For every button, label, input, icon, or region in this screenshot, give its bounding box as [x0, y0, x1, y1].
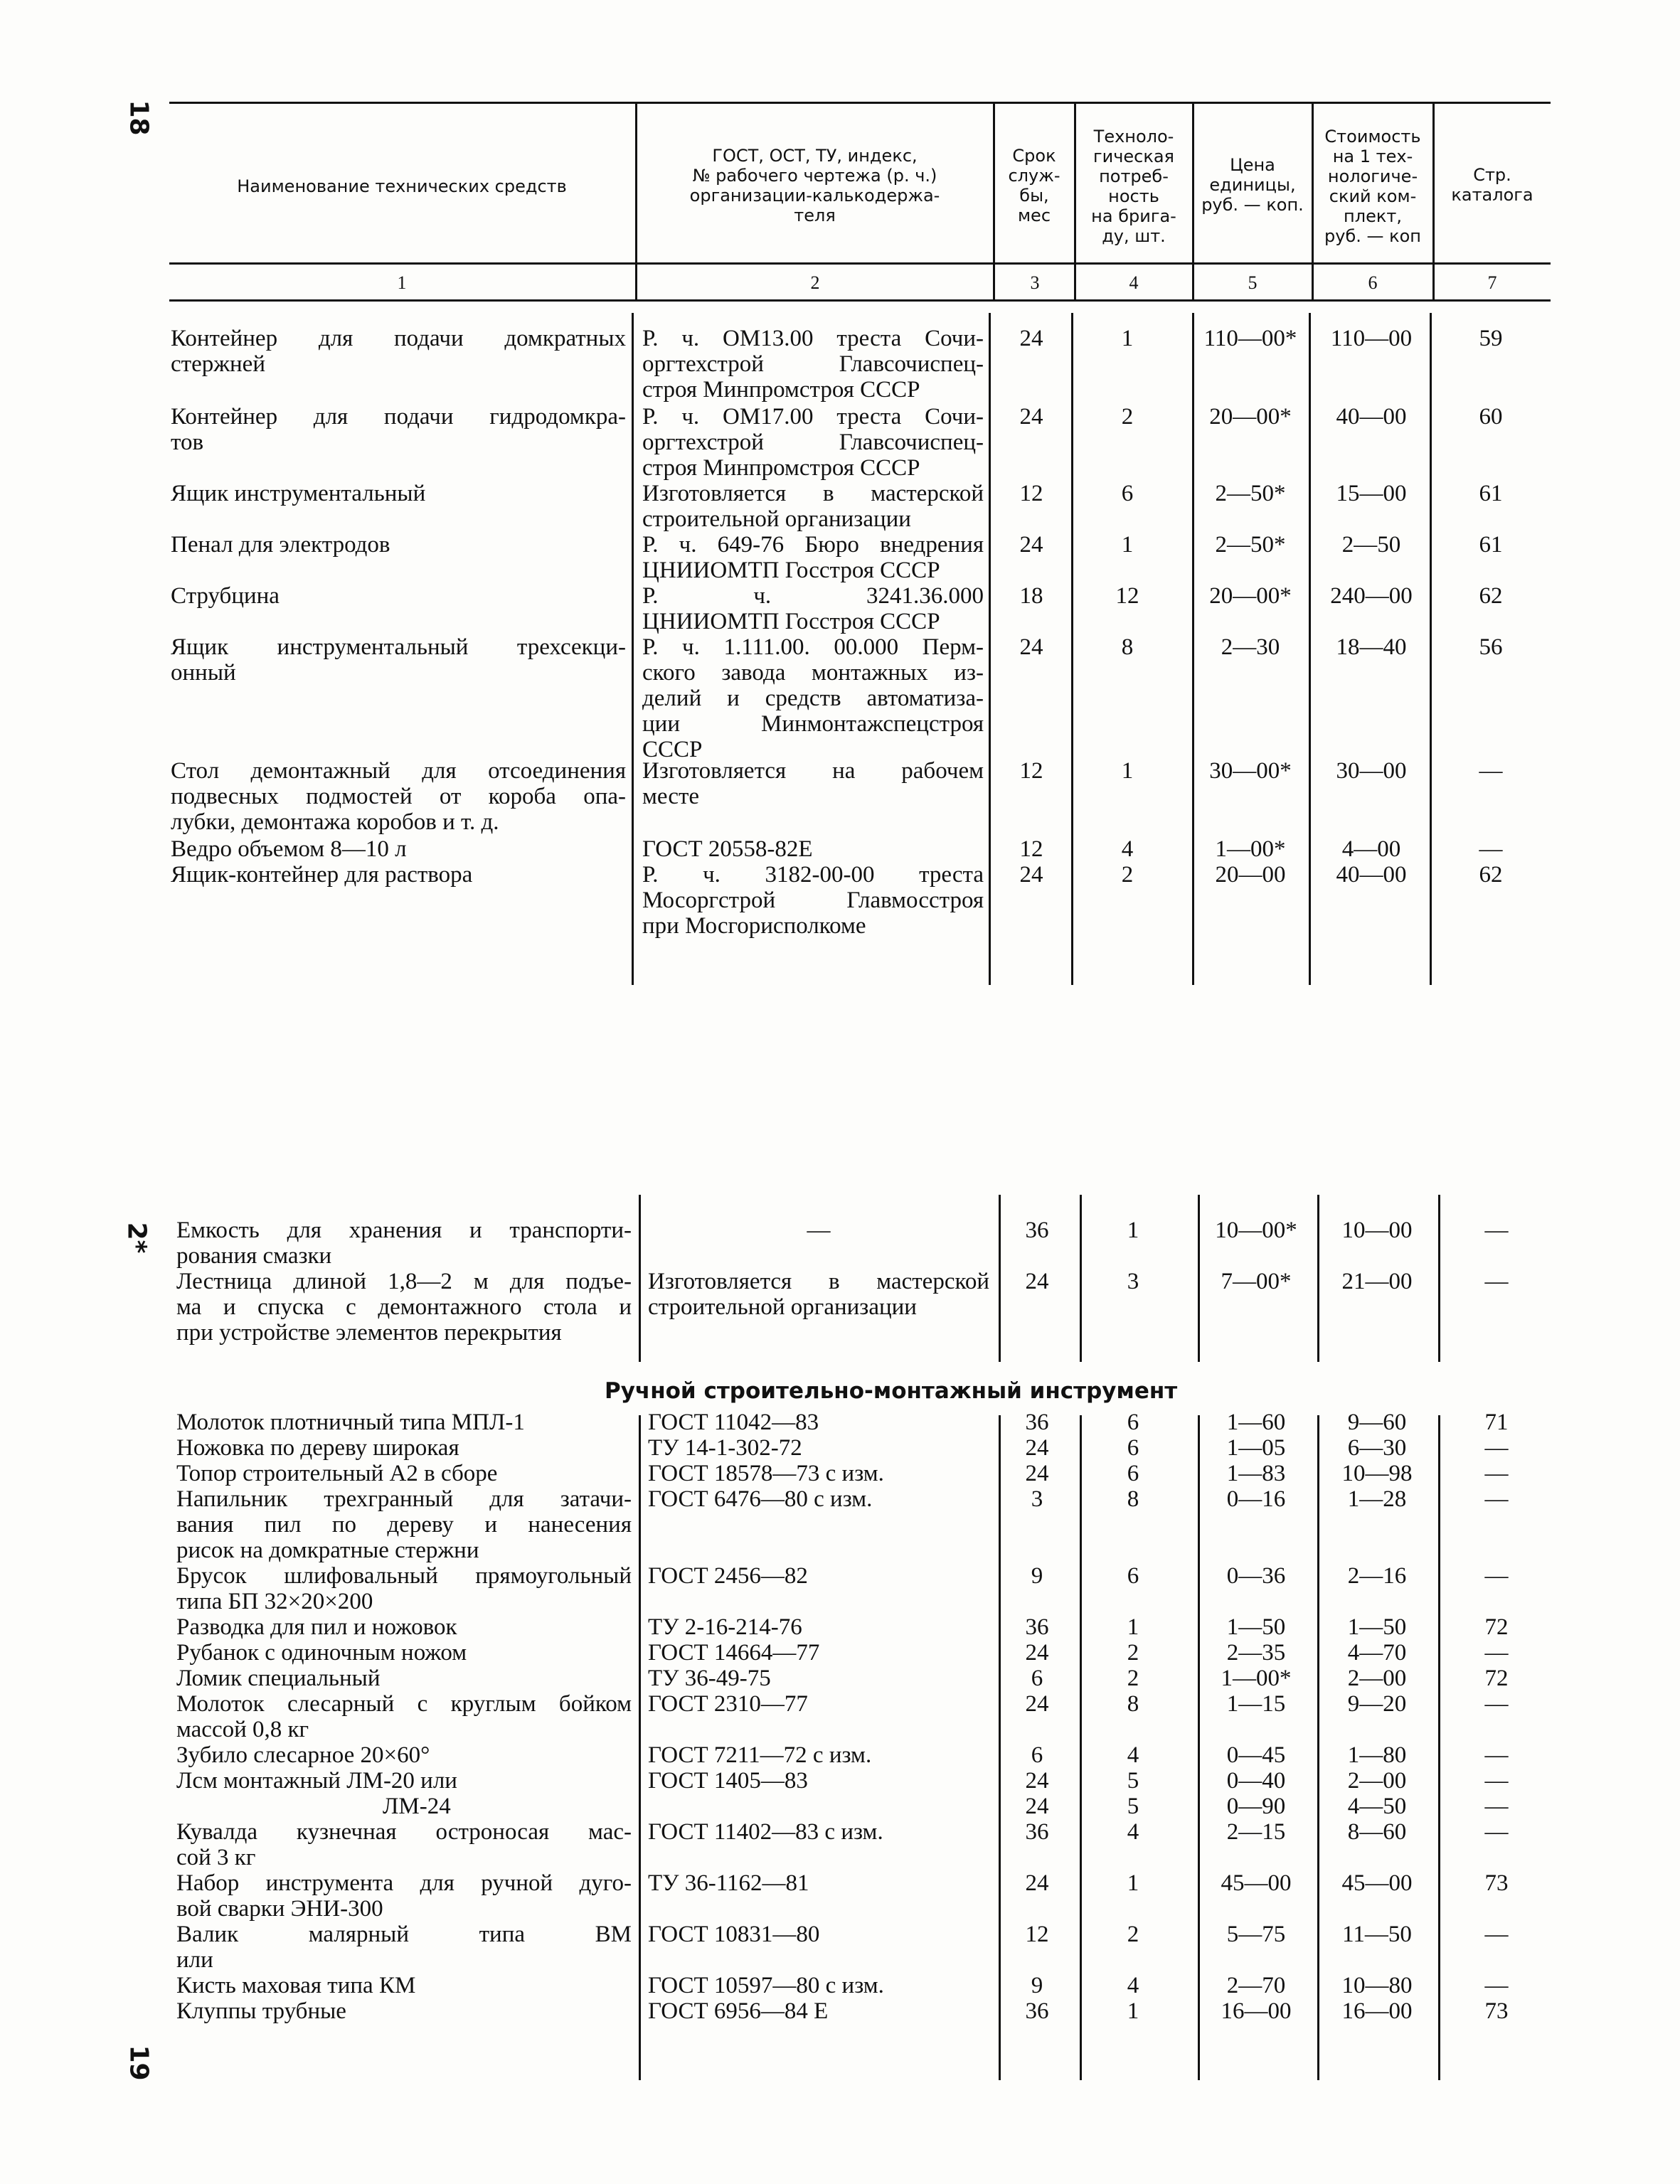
kit-cost: 8—60	[1347, 1819, 1407, 1845]
quantity-per-team: 4	[1121, 836, 1134, 862]
unit-price: 20—00*	[1209, 583, 1292, 609]
kit-cost: 18—40	[1336, 634, 1407, 660]
item-standard-line: ГОСТ 2310—77	[648, 1691, 808, 1717]
kit-cost: 10—80	[1341, 1973, 1413, 1998]
unit-price: 1—50	[1226, 1614, 1286, 1640]
quantity-per-team: 6	[1127, 1461, 1139, 1486]
kit-cost: 10—00	[1341, 1218, 1413, 1243]
catalog-page: 59	[1479, 326, 1503, 351]
item-standard-line: при Мосгорисполкоме	[642, 913, 866, 939]
body-divider	[999, 1415, 1001, 2080]
kit-cost: 4—70	[1347, 1640, 1407, 1666]
catalog-page: —	[1484, 1691, 1509, 1717]
header-col3: Срок служ- бы, мес	[1008, 146, 1060, 225]
catalog-page: —	[1484, 1922, 1509, 1947]
item-name-line: Контейнер для подачи домкратных	[171, 326, 626, 351]
kit-cost: 30—00	[1336, 758, 1407, 784]
kit-cost: 40—00	[1336, 404, 1407, 430]
quantity-per-team: 12	[1115, 583, 1139, 609]
service-life: 12	[1019, 481, 1043, 506]
service-life: 24	[1019, 862, 1043, 888]
catalog-page: 73	[1484, 1870, 1509, 1896]
service-life: 36	[1025, 1998, 1049, 2024]
service-life: 3	[1031, 1486, 1043, 1512]
item-name-line: Топор строительный А2 в сборе	[176, 1461, 498, 1486]
item-standard-line: ЦНИИОМТП Госстроя СССР	[642, 609, 940, 634]
item-name-line: Ящик-контейнер для раствора	[171, 862, 473, 888]
item-standard-line: Р. ч. 649-76 Бюро внедрения	[642, 532, 984, 558]
item-standard-line: ГОСТ 1405—83	[648, 1768, 808, 1794]
service-life: 6	[1031, 1742, 1043, 1768]
item-standard-line: делий и средств автоматиза-	[642, 686, 984, 711]
quantity-per-team: 4	[1127, 1819, 1139, 1845]
item-name-line: Валик малярный типа ВМ	[176, 1922, 632, 1947]
unit-price: 1—00*	[1221, 1666, 1292, 1691]
unit-price: 45—00	[1221, 1870, 1292, 1896]
item-name-line: Напильник трехгранный для затачи-	[176, 1486, 632, 1512]
kit-cost: 4—00	[1341, 836, 1401, 862]
catalog-page: —	[1479, 836, 1503, 862]
header-divider	[1192, 102, 1194, 299]
service-life: 24	[1025, 1435, 1049, 1461]
item-name-line: тов	[171, 430, 204, 455]
quantity-per-team: 3	[1127, 1269, 1139, 1294]
body-divider	[639, 1415, 641, 2080]
item-name-line: рисок на домкратные стержни	[176, 1538, 479, 1563]
service-life: 24	[1025, 1461, 1049, 1486]
item-name-line: рования смазки	[176, 1243, 332, 1269]
unit-price: 16—00	[1221, 1998, 1292, 2024]
service-life: 9	[1031, 1563, 1043, 1589]
item-name-line: Молоток слесарный с круглым бойком	[176, 1691, 632, 1717]
quantity-per-team: 6	[1121, 481, 1134, 506]
colnum-7: 7	[1487, 272, 1497, 293]
service-life: 24	[1025, 1794, 1049, 1819]
header-bottom-rule	[169, 262, 1551, 265]
body-divider	[632, 313, 634, 985]
item-name-line: Кувалда кузнечная остроносая мас-	[176, 1819, 632, 1845]
item-standard-line: оргтехстрой Главсочиспец-	[642, 351, 984, 377]
service-life: 12	[1019, 836, 1043, 862]
item-name-line: Ножовка по дереву широкая	[176, 1435, 459, 1461]
unit-price: 20—00*	[1209, 404, 1292, 430]
unit-price: 2—35	[1226, 1640, 1286, 1666]
kit-cost: 6—30	[1347, 1435, 1407, 1461]
service-life: 12	[1025, 1922, 1049, 1947]
item-name-line: Пенал для электродов	[171, 532, 390, 558]
header-col6: Стоимость на 1 тех- нологиче- ский ком- плект, руб. — коп	[1324, 127, 1421, 246]
quantity-per-team: 1	[1121, 326, 1134, 351]
service-life: 6	[1031, 1666, 1043, 1691]
item-standard-line: ТУ 14-1-302-72	[648, 1435, 802, 1461]
item-standard-line: оргтехстрой Главсочиспец-	[642, 430, 984, 455]
quantity-per-team: 5	[1127, 1768, 1139, 1794]
item-standard-line: ского завода монтажных из-	[642, 660, 984, 686]
catalog-page: 56	[1479, 634, 1503, 660]
service-life: 24	[1019, 404, 1043, 430]
unit-price: 2—50*	[1215, 481, 1286, 506]
service-life: 24	[1025, 1768, 1049, 1794]
kit-cost: 1—50	[1347, 1614, 1407, 1640]
unit-price: 2—70	[1226, 1973, 1286, 1998]
catalog-page: —	[1484, 1435, 1509, 1461]
catalog-page: 61	[1479, 481, 1503, 506]
item-name-line: Рубанок с одиночным ножом	[176, 1640, 467, 1666]
item-name-line: Ломик специальный	[176, 1666, 381, 1691]
catalog-page: 61	[1479, 532, 1503, 558]
unit-price: 30—00*	[1209, 758, 1292, 784]
item-standard-line: Изготовляется в мастерской	[642, 481, 984, 506]
number-row-rule	[169, 299, 1551, 302]
unit-price: 5—75	[1226, 1922, 1286, 1947]
item-name-line: стержней	[171, 351, 265, 377]
catalog-page: —	[1484, 1218, 1509, 1243]
quantity-per-team: 1	[1127, 1614, 1139, 1640]
item-standard-line: ГОСТ 6476—80 с изм.	[648, 1486, 873, 1512]
unit-price: 1—00*	[1215, 836, 1286, 862]
colnum-4: 4	[1129, 272, 1139, 293]
signature-mark: 2*	[122, 1222, 151, 1254]
unit-price: 1—60	[1226, 1410, 1286, 1435]
quantity-per-team: 8	[1127, 1691, 1139, 1717]
unit-price: 10—00*	[1215, 1218, 1297, 1243]
kit-cost: 45—00	[1341, 1870, 1413, 1896]
kit-cost: 110—00	[1330, 326, 1413, 351]
unit-price: 110—00*	[1203, 326, 1297, 351]
item-name-line: Брусок шлифовальный прямоугольный	[176, 1563, 632, 1589]
service-life: 18	[1019, 583, 1043, 609]
unit-price: 1—15	[1226, 1691, 1286, 1717]
catalog-page: 62	[1479, 862, 1503, 888]
catalog-page: —	[1484, 1819, 1509, 1845]
kit-cost: 2—00	[1347, 1768, 1407, 1794]
quantity-per-team: 5	[1127, 1794, 1139, 1819]
kit-cost: 1—80	[1347, 1742, 1407, 1768]
header-col7: Стр. каталога	[1451, 165, 1533, 205]
header-col1: Наименование технических средств	[237, 176, 567, 196]
item-standard-line: ГОСТ 6956—84 Е	[648, 1998, 829, 2024]
catalog-page: —	[1484, 1768, 1509, 1794]
body-divider	[989, 313, 991, 985]
quantity-per-team: 2	[1127, 1640, 1139, 1666]
service-life: 9	[1031, 1973, 1043, 1998]
kit-cost: 1—28	[1347, 1486, 1407, 1512]
header-divider	[1074, 102, 1076, 299]
item-name-line: массой 0,8 кг	[176, 1717, 309, 1742]
page-number-top: 18	[124, 100, 154, 136]
header-divider	[1432, 102, 1435, 299]
item-standard-line: Изготовляется на рабочем	[642, 758, 984, 784]
kit-cost: 2—16	[1347, 1563, 1407, 1589]
header-col4: Техноло- гическая потреб- ность на брига- ду, шт.	[1091, 127, 1176, 246]
item-name-line: Лестница длиной 1,8—2 м для подъе-	[176, 1269, 632, 1294]
colnum-5: 5	[1248, 272, 1258, 293]
item-name-line: Ящик инструментальный	[171, 481, 426, 506]
item-standard-line: ТУ 36-49-75	[648, 1666, 771, 1691]
kit-cost: 10—98	[1341, 1461, 1413, 1486]
item-name-line: ЛМ-24	[383, 1794, 451, 1819]
item-standard-line: ТУ 2-16-214-76	[648, 1614, 802, 1640]
item-name-line: или	[176, 1947, 213, 1973]
catalog-page: 73	[1484, 1998, 1509, 2024]
service-life: 24	[1019, 326, 1043, 351]
header-top-rule	[169, 102, 1551, 104]
body-divider	[1071, 313, 1073, 985]
page-number-bottom: 19	[124, 2045, 154, 2081]
service-life: 36	[1025, 1218, 1049, 1243]
service-life: 24	[1025, 1870, 1049, 1896]
item-name-line: подвесных подмостей от короба опа-	[171, 784, 626, 809]
header-divider	[635, 102, 637, 299]
catalog-page: —	[1484, 1742, 1509, 1768]
quantity-per-team: 8	[1127, 1486, 1139, 1512]
service-life: 24	[1025, 1691, 1049, 1717]
kit-cost: 21—00	[1341, 1269, 1413, 1294]
item-standard-line: Изготовляется в мастерской	[648, 1269, 989, 1294]
quantity-per-team: 1	[1127, 1998, 1139, 2024]
item-standard-line: строительной организации	[642, 506, 911, 532]
item-standard-line: СССР	[642, 737, 703, 762]
item-name-line: сой 3 кг	[176, 1845, 256, 1870]
item-standard-line: —	[807, 1218, 831, 1243]
service-life: 24	[1025, 1269, 1049, 1294]
header-col2: ГОСТ, ОСТ, ТУ, индекс, № рабочего чертежа (р. ч.) организации-калькодержа- теля	[689, 146, 940, 225]
kit-cost: 9—60	[1347, 1410, 1407, 1435]
catalog-page: —	[1484, 1563, 1509, 1589]
item-standard-line: ТУ 36-1162—81	[648, 1870, 809, 1896]
item-name-line: онный	[171, 660, 236, 686]
colnum-3: 3	[1030, 272, 1040, 293]
item-name-line: Зубило слесарное 20×60°	[176, 1742, 430, 1768]
service-life: 24	[1019, 532, 1043, 558]
item-name-line: Набор инструмента для ручной дуго-	[176, 1870, 632, 1896]
item-standard-line: ГОСТ 14664—77	[648, 1640, 820, 1666]
unit-price: 0—90	[1226, 1794, 1286, 1819]
item-standard-line: ГОСТ 18578—73 с изм.	[648, 1461, 884, 1486]
unit-price: 2—30	[1221, 634, 1280, 660]
catalog-page: —	[1484, 1461, 1509, 1486]
catalog-page: 72	[1484, 1614, 1509, 1640]
header-divider	[993, 102, 995, 299]
item-standard-line: ГОСТ 11042—83	[648, 1410, 819, 1435]
kit-cost: 4—50	[1347, 1794, 1407, 1819]
item-name-line: ма и спуска с демонтажного стола и	[176, 1294, 632, 1320]
service-life: 36	[1025, 1819, 1049, 1845]
kit-cost: 9—20	[1347, 1691, 1407, 1717]
service-life: 24	[1019, 634, 1043, 660]
item-standard-line: Р. ч. 1.111.00. 00.000 Перм-	[642, 634, 984, 660]
quantity-per-team: 1	[1127, 1218, 1139, 1243]
colnum-2: 2	[810, 272, 820, 293]
colnum-6: 6	[1368, 272, 1378, 293]
item-standard-line: ГОСТ 20558-82Е	[642, 836, 813, 862]
unit-price: 1—83	[1226, 1461, 1286, 1486]
item-standard-line: Р. ч. 3241.36.000	[642, 583, 984, 609]
item-name-line: Кисть маховая типа КМ	[176, 1973, 416, 1998]
header-divider	[1312, 102, 1314, 299]
item-name-line: Стол демонтажный для отсоединения	[171, 758, 626, 784]
item-name-line: лубки, демонтажа коробов и т. д.	[171, 809, 499, 835]
kit-cost: 2—00	[1347, 1666, 1407, 1691]
unit-price: 0—16	[1226, 1486, 1286, 1512]
quantity-per-team: 1	[1121, 532, 1134, 558]
catalog-page: 62	[1479, 583, 1503, 609]
catalog-page: —	[1484, 1269, 1509, 1294]
quantity-per-team: 8	[1121, 634, 1134, 660]
quantity-per-team: 2	[1127, 1922, 1139, 1947]
kit-cost: 15—00	[1336, 481, 1407, 506]
quantity-per-team: 6	[1127, 1410, 1139, 1435]
quantity-per-team: 1	[1127, 1870, 1139, 1896]
catalog-page: —	[1484, 1640, 1509, 1666]
item-standard-line: строя Минпромстроя СССР	[642, 455, 920, 481]
item-standard-line: строительной организации	[648, 1294, 917, 1320]
item-standard-line: ГОСТ 2456—82	[648, 1563, 808, 1589]
unit-price: 2—15	[1226, 1819, 1286, 1845]
kit-cost: 2—50	[1341, 532, 1401, 558]
item-name-line: Струбцина	[171, 583, 280, 609]
body-divider	[999, 1195, 1001, 1362]
item-name-line: Лсм монтажный ЛМ-20 или	[176, 1768, 457, 1794]
item-standard-line: ГОСТ 10831—80	[648, 1922, 820, 1947]
catalog-page: —	[1479, 758, 1503, 784]
kit-cost: 40—00	[1336, 862, 1407, 888]
item-name-line: Разводка для пил и ножовок	[176, 1614, 457, 1640]
item-standard-line: Р. ч. ОМ17.00 треста Сочи-	[642, 404, 984, 430]
item-standard-line: ГОСТ 11402—83 с изм.	[648, 1819, 883, 1845]
unit-price: 20—00	[1215, 862, 1286, 888]
catalog-page: 60	[1479, 404, 1503, 430]
item-name-line: вой сварки ЭНИ-300	[176, 1896, 383, 1922]
unit-price: 7—00*	[1221, 1269, 1292, 1294]
unit-price: 1—05	[1226, 1435, 1286, 1461]
kit-cost: 240—00	[1330, 583, 1413, 609]
service-life: 36	[1025, 1614, 1049, 1640]
header-col5: Цена единицы, руб. — коп.	[1201, 155, 1304, 215]
unit-price: 0—40	[1226, 1768, 1286, 1794]
item-name-line: Емкость для хранения и транспорти-	[176, 1218, 632, 1243]
quantity-per-team: 2	[1121, 404, 1134, 430]
service-life: 12	[1019, 758, 1043, 784]
kit-cost: 16—00	[1341, 1998, 1413, 2024]
unit-price: 0—45	[1226, 1742, 1286, 1768]
service-life: 36	[1025, 1410, 1049, 1435]
quantity-per-team: 2	[1121, 862, 1134, 888]
quantity-per-team: 4	[1127, 1973, 1139, 1998]
quantity-per-team: 2	[1127, 1666, 1139, 1691]
item-standard-line: ГОСТ 10597—80 с изм.	[648, 1973, 884, 1998]
item-name-line: типа БП 32×20×200	[176, 1589, 373, 1614]
body-divider	[639, 1195, 641, 1362]
service-life: 24	[1025, 1640, 1049, 1666]
item-standard-line: месте	[642, 784, 700, 809]
item-name-line: при устройстве элементов перекрытия	[176, 1320, 562, 1346]
kit-cost: 11—50	[1342, 1922, 1412, 1947]
item-standard-line: Мосоргстрой Главмосстроя	[642, 888, 984, 913]
item-name-line: Контейнер для подачи гидродомкра-	[171, 404, 626, 430]
catalog-page: 71	[1484, 1410, 1509, 1435]
item-standard-line: ции Минмонтажспецстроя	[642, 711, 984, 737]
section-title: Ручной строительно-монтажный инструмент	[605, 1378, 1178, 1404]
item-name-line: Ящик инструментальный трехсекци-	[171, 634, 626, 660]
item-standard-line: ЦНИИОМТП Госстроя СССР	[642, 558, 940, 583]
catalog-page: —	[1484, 1486, 1509, 1512]
catalog-page: 72	[1484, 1666, 1509, 1691]
catalog-page: —	[1484, 1794, 1509, 1819]
quantity-per-team: 4	[1127, 1742, 1139, 1768]
item-standard-line: строя Минпромстроя СССР	[642, 377, 920, 403]
item-standard-line: ГОСТ 7211—72 с изм.	[648, 1742, 872, 1768]
catalog-page: —	[1484, 1973, 1509, 1998]
item-name-line: Молоток плотничный типа МПЛ-1	[176, 1410, 525, 1435]
item-name-line: Ведро объемом 8—10 л	[171, 836, 407, 862]
unit-price: 0—36	[1226, 1563, 1286, 1589]
quantity-per-team: 6	[1127, 1563, 1139, 1589]
quantity-per-team: 6	[1127, 1435, 1139, 1461]
item-name-line: вания пил по дереву и нанесения	[176, 1512, 632, 1538]
item-name-line: Клуппы трубные	[176, 1998, 346, 2024]
colnum-1: 1	[397, 272, 407, 293]
item-standard-line: Р. ч. 3182-00-00 треста	[642, 862, 984, 888]
item-standard-line: Р. ч. ОМ13.00 треста Сочи-	[642, 326, 984, 351]
body-divider	[1309, 313, 1311, 985]
quantity-per-team: 1	[1121, 758, 1134, 784]
unit-price: 2—50*	[1215, 532, 1286, 558]
